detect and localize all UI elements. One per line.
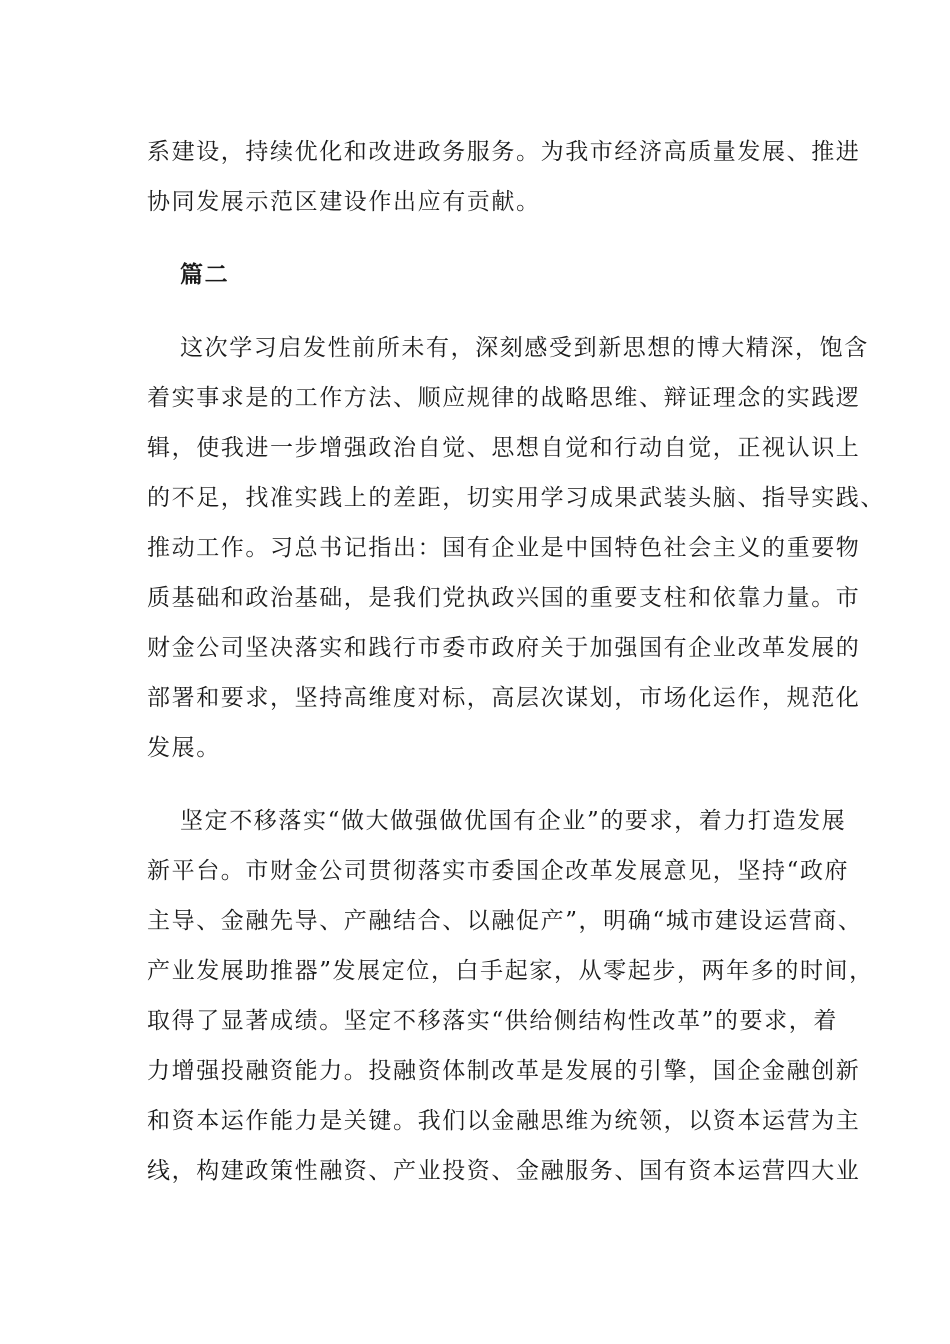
text-line: 质基础和政治基础，是我们党执政兴国的重要支柱和依靠力量。市 xyxy=(147,585,861,611)
text-line: 新平台。市财金公司贯彻落实市委国企改革发展意见，坚持“政府 xyxy=(147,858,850,884)
text-line: 和资本运作能力是关键。我们以金融思维为统领，以资本运营为主 xyxy=(147,1108,861,1134)
text-line: 系建设，持续优化和改进政务服务。为我市经济高质量发展、推进 xyxy=(147,139,861,165)
text-line: 推动工作。习总书记指出：国有企业是中国特色社会主义的重要物 xyxy=(147,535,861,561)
text-line: 辑，使我进一步增强政治自觉、思想自觉和行动自觉，正视认识上 xyxy=(147,435,861,461)
text-line: 的不足，找准实践上的差距，切实用学习成果武装头脑、指导实践、 xyxy=(147,485,885,511)
text-line: 主导、金融先导、产融结合、以融促产”，明确“城市建设运营商、 xyxy=(147,908,863,934)
text-line: 产业发展助推器”发展定位，白手起家，从零起步，两年多的时间， xyxy=(147,958,874,984)
text-line: 协同发展示范区建设作出应有贡献。 xyxy=(147,189,541,215)
text-line: 线，构建政策性融资、产业投资、金融服务、国有资本运营四大业 xyxy=(147,1158,861,1184)
text-line: 部署和要求，坚持高维度对标，高层次谋划，市场化运作，规范化 xyxy=(147,685,861,711)
text-line: 财金公司坚决落实和践行市委市政府关于加强国有企业改革发展的 xyxy=(147,635,861,661)
text-line: 力增强投融资能力。投融资体制改革是发展的引擎，国企金融创新 xyxy=(147,1058,861,1084)
text-line: 取得了显著成绩。坚定不移落实“供给侧结构性改革”的要求，着 xyxy=(147,1008,838,1034)
text-line: 这次学习启发性前所未有，深刻感受到新思想的博大精深，饱含 xyxy=(180,335,869,361)
text-line: 坚定不移落实“做大做强做优国有企业”的要求，着力打造发展 xyxy=(180,808,847,834)
section-heading: 篇二 xyxy=(180,261,230,288)
text-line: 着实事求是的工作方法、顺应规律的战略思维、辩证理念的实践逻 xyxy=(147,385,861,411)
text-line: 发展。 xyxy=(147,735,221,761)
